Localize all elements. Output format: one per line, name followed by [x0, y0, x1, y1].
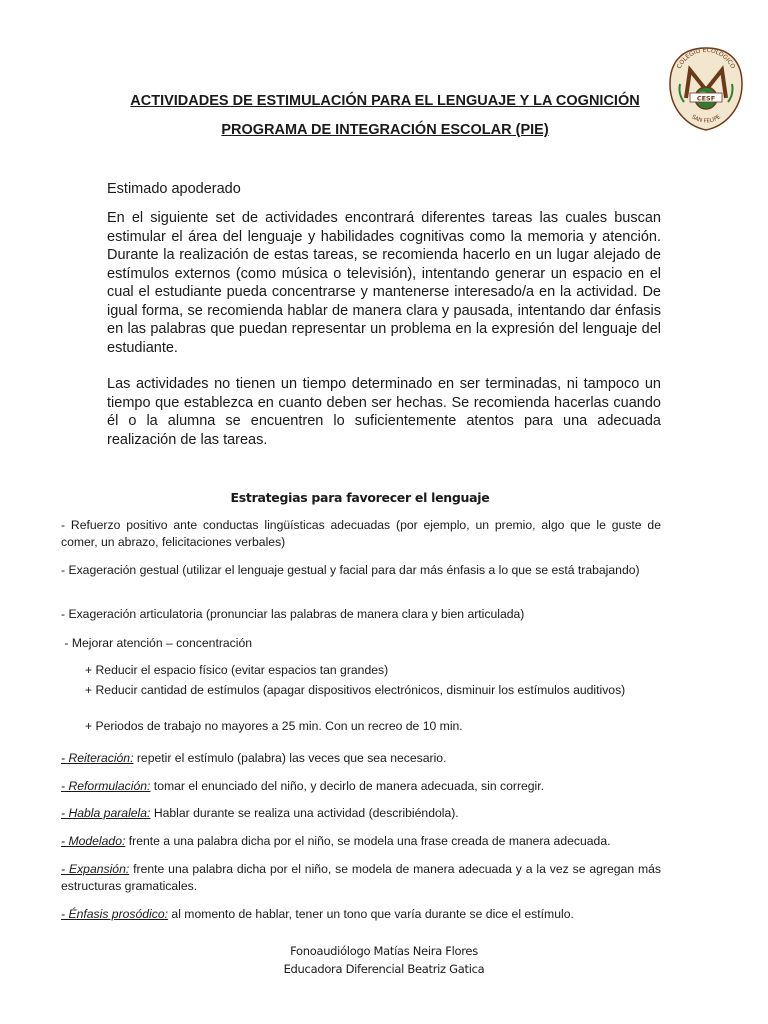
technique-label: - Reformulación: [61, 779, 151, 793]
greeting: Estimado apoderado [107, 181, 241, 197]
footer-author-2: Educadora Diferencial Beatriz Gatica [283, 962, 485, 976]
strategy-atencion: - Mejorar atención – concentración [61, 636, 253, 650]
document-title: ACTIVIDADES DE ESTIMULACIÓN PARA EL LENGUAJE Y LA COGNICIÓN [130, 93, 640, 109]
timing-paragraph: Las actividades no tienen un tiempo determinado en ser terminadas, ni tampoco un tiempo que establezca en cuanto deben ser hechas. Se recomienda hacerlas cuando él o la alumna se encuentren lo suficientemente atentos para una adecuada realización de las tareas. [107, 376, 661, 448]
document-subtitle: PROGRAMA DE INTEGRACIÓN ESCOLAR (PIE) [221, 122, 549, 138]
footer-author-1: Fonoaudiólogo Matías Neira Flores [290, 944, 478, 958]
logo-school-name: COLEGIO ECOLÓGICO [675, 46, 737, 70]
technique-text: repetir el estímulo (palabra) las veces que sea necesario. [133, 751, 447, 765]
strategy-exageracion-articulatoria: - Exageración articulatoria (pronunciar las palabras de manera clara y bien articulada) [61, 607, 525, 621]
technique-item [61, 778, 661, 795]
technique-label: - Habla paralela: [61, 806, 151, 820]
technique-label: - Expansión: [61, 862, 130, 876]
strategy-refuerzo: - Refuerzo positivo ante conductas lingüísticas adecuadas (por ejemplo, un premio, algo que le guste de comer, un abrazo, felicitaciones verbales) [61, 518, 661, 549]
school-logo [666, 46, 746, 132]
technique-text: Hablar durante se realiza una actividad (describiéndola). [150, 806, 459, 820]
strategy-sub-item: + Periodos de trabajo no mayores a 25 min. Con un recreo de 10 min. [85, 719, 463, 733]
technique-item [61, 805, 661, 822]
intro-paragraph: En el siguiente set de actividades encontrará diferentes tareas las cuales buscan estimular el área del lenguaje y habilidades cognitivas como la memoria y atención. Durante la realización de estas tareas, se recomienda hacerlo en un lugar alejado de estímulos externos (como música o televisión), intentando generar un espacio en el cual el estudiante pueda concentrarse y mantenerse interesado/a en la actividad. De igual forma, se recomienda hablar de manera clara y pausada, intentando dar énfasis en las palabras que puedan representar un problema en la expresión del lenguaje del estudiante. [107, 210, 661, 356]
technique-text: frente a una palabra dicha por el niño, se modela una frase creada de manera adecuada. [125, 834, 611, 848]
technique-item [61, 861, 661, 895]
strategy-sub-item: + Reducir cantidad de estímulos (apagar dispositivos electrónicos, disminuir los estímulos auditivos) [85, 683, 626, 697]
technique-item [61, 833, 661, 850]
logo-city: SAN FELIPE [690, 114, 722, 125]
technique-text: al momento de hablar, tener un tono que varía durante se dice el estímulo. [168, 907, 574, 921]
technique-text: tomar el enunciado del niño, y decirlo de manera adecuada, sin corregir. [150, 779, 545, 793]
strategy-sub-item: + Reducir el espacio físico (evitar espacios tan grandes) [85, 663, 389, 677]
technique-item [61, 906, 661, 923]
technique-label: - Énfasis prosódico: [61, 907, 169, 921]
technique-item [61, 750, 661, 767]
technique-text: frente una palabra dicha por el niño, se modela de manera adecuada y a la vez se agregan más estructuras gramaticales. [61, 862, 661, 893]
technique-label: - Modelado: [61, 834, 126, 848]
strategy-exageracion-gestual: - Exageración gestual (utilizar el lenguaje gestual y facial para dar más énfasis a lo que se está trabajando) [61, 563, 640, 577]
logo-initials: CESF [696, 94, 716, 103]
section-title: Estrategias para favorecer el lenguaje [230, 490, 490, 505]
technique-label: - Reiteración: [61, 751, 134, 765]
